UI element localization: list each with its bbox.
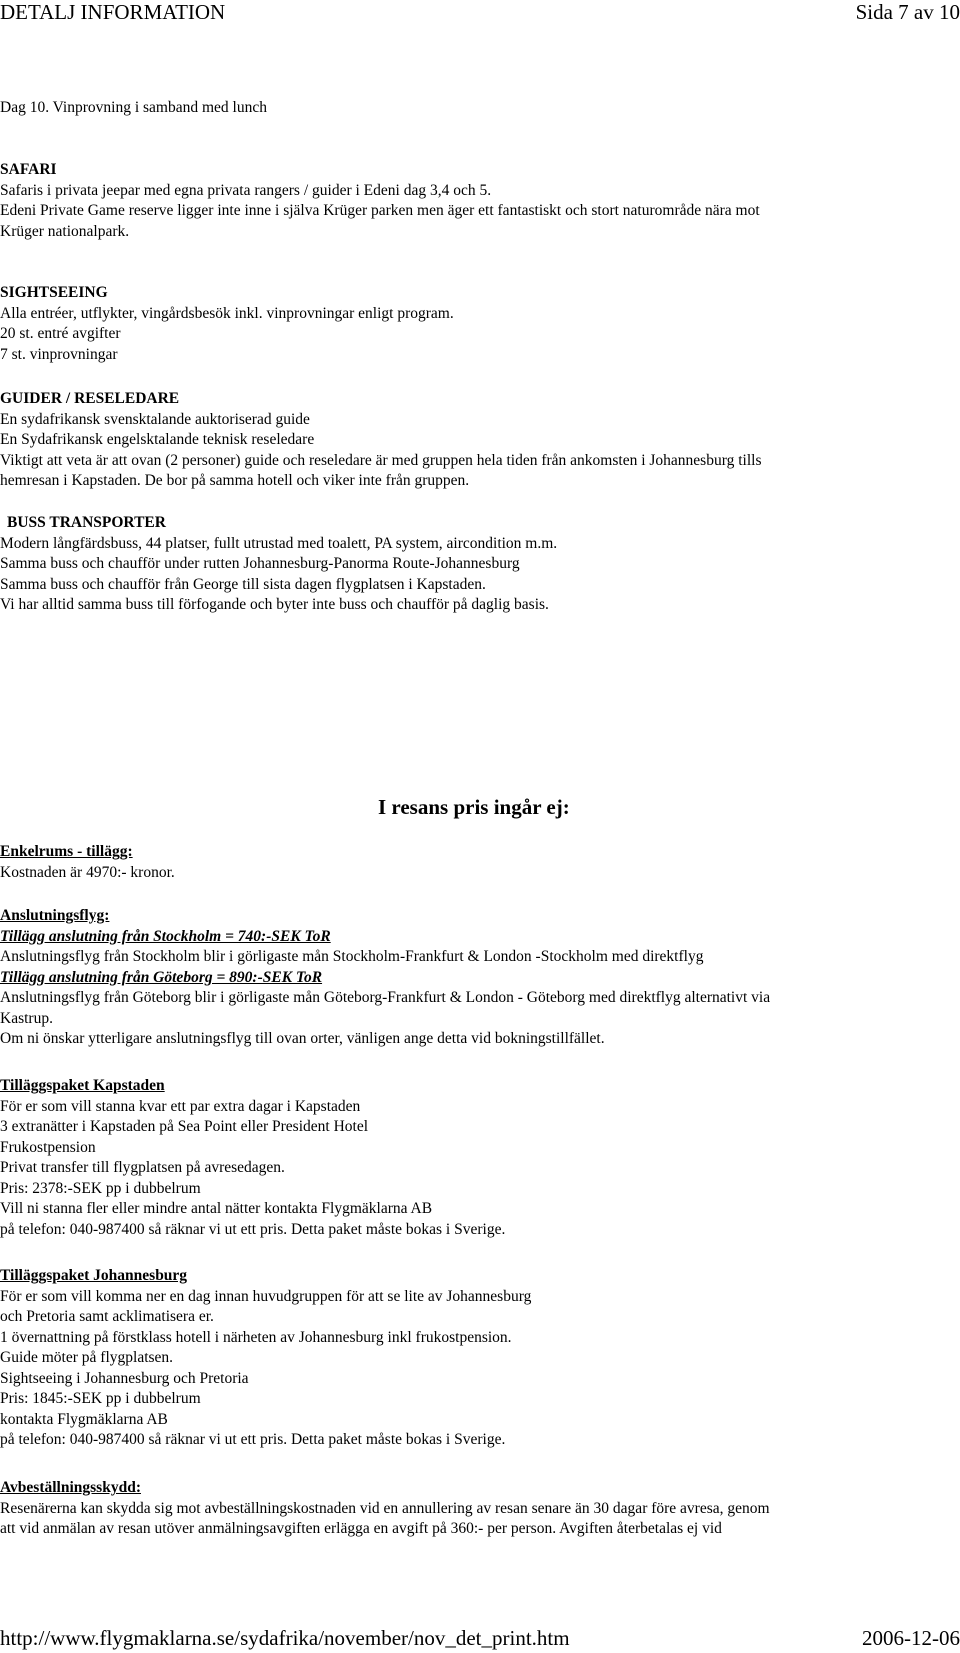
page-footer [0,1626,960,1653]
johannesburg-line: Sightseeing i Johannesburg och Pretoria [0,1369,249,1387]
johannesburg-line: och Pretoria samt acklimatisera er. [0,1308,214,1325]
guider-section [0,389,955,492]
johannesburg-line: Pris: 1845:-SEK pp i dubbelrum [0,1390,201,1407]
goteborg-price: Tillägg anslutning från Göteborg = 890:-SEK ToR [0,968,323,986]
anslutning-section [0,906,955,1050]
kapstaden-section [0,1076,955,1240]
johannesburg-line: 1 övernattning på förstklass hotell i närheten av Johannesburg inkl frukostpension. [0,1328,512,1346]
anslutning-heading: Anslutningsflyg: [0,907,110,924]
sightseeing-line: 7 st. vinprovningar [0,345,118,363]
header-title: DETALJ INFORMATION [0,0,226,24]
guider-line: En sydafrikansk svensktalande auktoriserad guide [0,410,310,428]
kapstaden-line: Vill ni stanna fler eller mindre antal nätter kontakta Flygmäklarna AB [0,1200,433,1217]
kapstaden-line: Pris: 2378:-SEK pp i dubbelrum [0,1179,201,1197]
day10-line: Dag 10. Vinprovning i samband med lunch [0,99,267,116]
safari-heading: SAFARI [0,161,57,178]
kapstaden-line: 3 extranätter i Kapstaden på Sea Point eller President Hotel [0,1118,369,1135]
enkelrum-section [0,842,955,883]
safari-line: Krüger nationalpark. [0,222,130,240]
avbestallning-section [0,1478,955,1540]
safari-section [0,160,955,242]
page-number: Sida 7 av 10 [855,0,960,24]
enkelrum-line: Kostnaden är 4970:- kronor. [0,863,175,881]
guider-line: hemresan i Kapstaden. De bor på samma hotell och viker inte från gruppen. [0,472,470,489]
guider-line: En Sydafrikansk engelsktalande teknisk reseledare [0,431,315,448]
footer-url: http://www.flygmaklarna.se/sydafrika/november/nov_det_print.htm [0,1626,570,1650]
buss-line: Samma buss och chaufför under rutten Johannesburg-Panorma Route-Johannesburg [0,555,520,572]
buss-line: Modern långfärdsbuss, 44 platser, fullt utrustad med toalett, PA system, aircondition m.m. [0,534,558,552]
buss-line: Vi har alltid samma buss till förfogande och byter inte buss och chaufför på daglig basis. [0,596,549,613]
page-header [0,0,960,28]
kapstaden-line: Frukostpension [0,1138,96,1156]
guider-line: Viktigt att veta är att ovan (2 personer) guide och reseledare är med gruppen hela tiden från ankomsten i Johannesburg tills [0,451,762,469]
avbestallning-line: Resenärerna kan skydda sig mot avbeställningskostnaden vid en annullering av resan senare än 30 dagar före avresa, genom [0,1499,770,1517]
sightseeing-line: Alla entréer, utflykter, vingårdsbesök inkl. vinprovningar enligt program. [0,304,454,322]
kapstaden-line: För er som vill stanna kvar ett par extra dagar i Kapstaden [0,1097,361,1115]
goteborg-text: Anslutningsflyg från Göteborg blir i görligaste mån Göteborg-Frankfurt & London - Göteborg med direktflyg alternativt via [0,989,771,1006]
johannesburg-line: Guide möter på flygplatsen. [0,1349,174,1366]
stockholm-price: Tillägg anslutning från Stockholm = 740:-SEK ToR [0,927,331,945]
johannesburg-line: på telefon: 040-987400 så räknar vi ut ett pris. Detta paket måste bokas i Sverige. [0,1431,506,1448]
avbestallning-line: att vid anmälan av resan utöver anmälningsavgiften erlägga en avgift på 360:- per person. Avgiften återbetalas ej vid [0,1520,722,1537]
kapstaden-line: på telefon: 040-987400 så räknar vi ut ett pris. Detta paket måste bokas i Sverige. [0,1220,506,1238]
sightseeing-heading: SIGHTSEEING [0,284,108,301]
safari-line: Edeni Private Game reserve ligger inte inne i själva Krüger parken men äger ett fantastiskt och stort naturområde nära mot [0,202,760,219]
anslutning-note: Om ni önskar ytterligare anslutningsflyg till ovan orter, vänligen ange detta vid bokningstillfället. [0,1030,605,1047]
buss-line: Samma buss och chaufför från George till sista dagen flygplatsen i Kapstaden. [0,575,486,593]
avbestallning-heading: Avbeställningsskydd: [0,1479,141,1496]
kapstaden-heading: Tilläggspaket Kapstaden [0,1077,165,1094]
sightseeing-section [0,283,955,365]
sightseeing-line: 20 st. entré avgifter [0,325,121,342]
goteborg-text: Kastrup. [0,1009,53,1027]
stockholm-text: Anslutningsflyg från Stockholm blir i görligaste mån Stockholm-Frankfurt & London -Stockholm med direktflyg [0,948,704,965]
johannesburg-section [0,1266,955,1451]
johannesburg-line: kontakta Flygmäklarna AB [0,1410,168,1428]
guider-heading: GUIDER / RESELEDARE [0,390,180,407]
buss-heading: BUSS TRANSPORTER [7,514,166,531]
buss-section [0,513,955,616]
johannesburg-line: För er som vill komma ner en dag innan huvudgruppen för att se lite av Johannesburg [0,1287,532,1305]
safari-line: Safaris i privata jeepar med egna privata rangers / guider i Edeni dag 3,4 och 5. [0,181,492,199]
johannesburg-heading: Tilläggspaket Johannesburg [0,1267,188,1284]
enkelrum-heading: Enkelrums - tillägg: [0,843,133,860]
not-included-title: I resans pris ingår ej: [378,795,570,819]
footer-date: 2006-12-06 [862,1626,960,1650]
kapstaden-line: Privat transfer till flygplatsen på avresedagen. [0,1159,285,1176]
